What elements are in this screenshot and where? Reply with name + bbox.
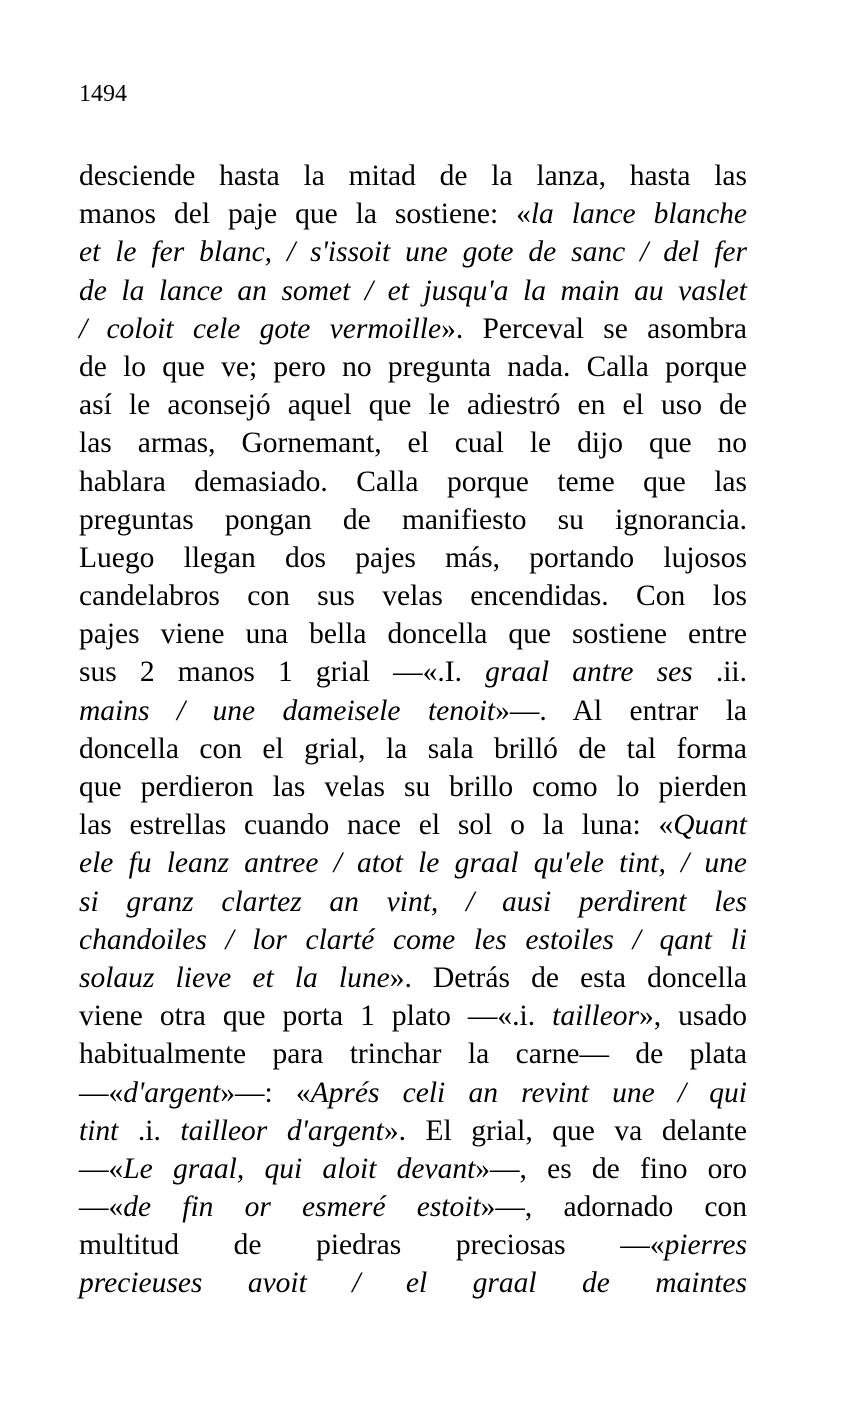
italic-quote-segment: / coloit cele gote vermoille	[79, 312, 442, 345]
italic-quote-segment: ele fu leanz antree / atot le graal qu'ele tint, / une	[79, 847, 747, 880]
italic-quote-segment: graal antre ses	[485, 656, 693, 689]
text-segment: candelabros con sus velas encendidas. Con los	[79, 580, 747, 613]
italic-quote-segment: de la lance an somet / et jusqu'a la main au vaslet	[79, 274, 747, 307]
body-paragraph	[79, 157, 747, 1303]
text-line	[79, 1188, 747, 1226]
text-line	[79, 386, 747, 424]
italic-quote-segment: tailleor d'argent	[180, 1114, 384, 1147]
italic-quote-segment: de fin or esmeré estoit	[123, 1191, 481, 1224]
text-line	[79, 195, 747, 233]
text-line	[79, 310, 747, 348]
text-line	[79, 577, 747, 615]
italic-quote-segment: Quant	[673, 809, 747, 842]
text-segment: »—. Al entrar la	[495, 694, 747, 727]
text-line	[79, 463, 747, 501]
text-line	[79, 730, 747, 768]
text-segment: »—, adornado con	[480, 1191, 747, 1224]
text-segment: ». El grial, que va delante	[383, 1114, 748, 1147]
text-line	[79, 233, 747, 271]
text-segment: las armas, Gornemant, el cual le dijo que no	[79, 427, 747, 460]
text-segment: ». Detrás de esta doncella	[389, 961, 748, 994]
text-line	[79, 501, 747, 539]
text-segment: Luego llegan dos pajes más, portando lujosos	[79, 541, 747, 574]
text-line	[79, 272, 747, 310]
text-line	[79, 959, 747, 997]
italic-quote-segment: solauz lieve et la lune	[79, 961, 390, 994]
text-segment: .i.	[118, 1114, 181, 1147]
text-line	[79, 539, 747, 577]
text-segment: viene otra que porta 1 plato —«.i.	[79, 1000, 553, 1033]
text-line	[79, 806, 747, 844]
italic-quote-segment: la lance blanche	[530, 198, 748, 231]
text-segment: manos del paje que la sostiene: «	[79, 198, 531, 231]
italic-quote-segment: tailleor	[552, 1000, 640, 1033]
text-segment: de lo que ve; pero no pregunta nada. Calla porque	[79, 350, 747, 383]
text-segment: —«	[79, 1152, 124, 1185]
page-number: 1494	[79, 81, 127, 107]
text-segment: desciende hasta la mitad de la lanza, hasta las	[79, 160, 747, 192]
text-segment: ». Perceval se asombra	[441, 312, 748, 345]
text-segment: habitualmente para trinchar la carne— de plata	[79, 1038, 747, 1071]
italic-quote-segment: si granz clartez an vint, / ausi perdirent les	[79, 885, 747, 918]
text-segment: así le aconsejó aquel que le adiestró en el uso de	[79, 389, 747, 422]
text-line	[79, 1074, 747, 1112]
italic-quote-segment: tint	[79, 1114, 119, 1147]
italic-quote-segment: et le fer blanc, / s'issoit une gote de sanc / del fer	[79, 236, 747, 269]
italic-quote-segment: Le graal, qui aloit devant	[123, 1152, 476, 1185]
text-line	[79, 424, 747, 462]
italic-quote-segment: precieuses avoit / el graal de maintes	[79, 1267, 747, 1300]
italic-quote-segment: mains / une dameisele tenoit	[79, 694, 496, 727]
text-segment: »—, es de fino oro	[475, 1152, 748, 1185]
text-segment: »—: «	[220, 1076, 311, 1109]
text-segment: hablara demasiado. Calla porque teme que las	[79, 465, 747, 498]
text-segment: », usado	[639, 1000, 748, 1033]
text-line	[79, 348, 747, 386]
text-segment: sus 2 manos 1 grial —«.I.	[79, 656, 486, 689]
text-line	[79, 1264, 747, 1302]
text-segment: —«	[79, 1191, 124, 1224]
text-segment: .ii.	[692, 656, 747, 689]
text-line	[79, 692, 747, 730]
text-line	[79, 1226, 747, 1264]
text-segment: —«	[79, 1076, 124, 1109]
text-line	[79, 1035, 747, 1073]
text-line	[79, 615, 747, 653]
text-line	[79, 1112, 747, 1150]
italic-quote-segment: Aprés celi an revint une / qui	[310, 1076, 747, 1109]
text-line	[79, 844, 747, 882]
text-segment: multitud de piedras preciosas —«	[79, 1229, 665, 1262]
text-segment: que perdieron las velas su brillo como lo pierden	[79, 771, 747, 803]
text-line	[79, 883, 747, 921]
text-line	[79, 997, 747, 1035]
italic-quote-segment: d'argent	[123, 1076, 221, 1109]
text-line	[79, 157, 747, 195]
text-segment: pajes viene una bella doncella que sostiene entre	[79, 618, 747, 651]
text-segment: preguntas pongan de manifiesto su ignorancia.	[79, 503, 747, 536]
text-line	[79, 1150, 747, 1188]
text-line	[79, 768, 747, 806]
text-segment: doncella con el grial, la sala brilló de tal forma	[79, 732, 747, 765]
text-line	[79, 653, 747, 691]
italic-quote-segment: pierres	[664, 1229, 747, 1262]
text-line	[79, 921, 747, 959]
text-segment: las estrellas cuando nace el sol o la luna: «	[79, 809, 674, 842]
italic-quote-segment: chandoiles / lor clarté come les estoiles / qant li	[79, 923, 747, 956]
